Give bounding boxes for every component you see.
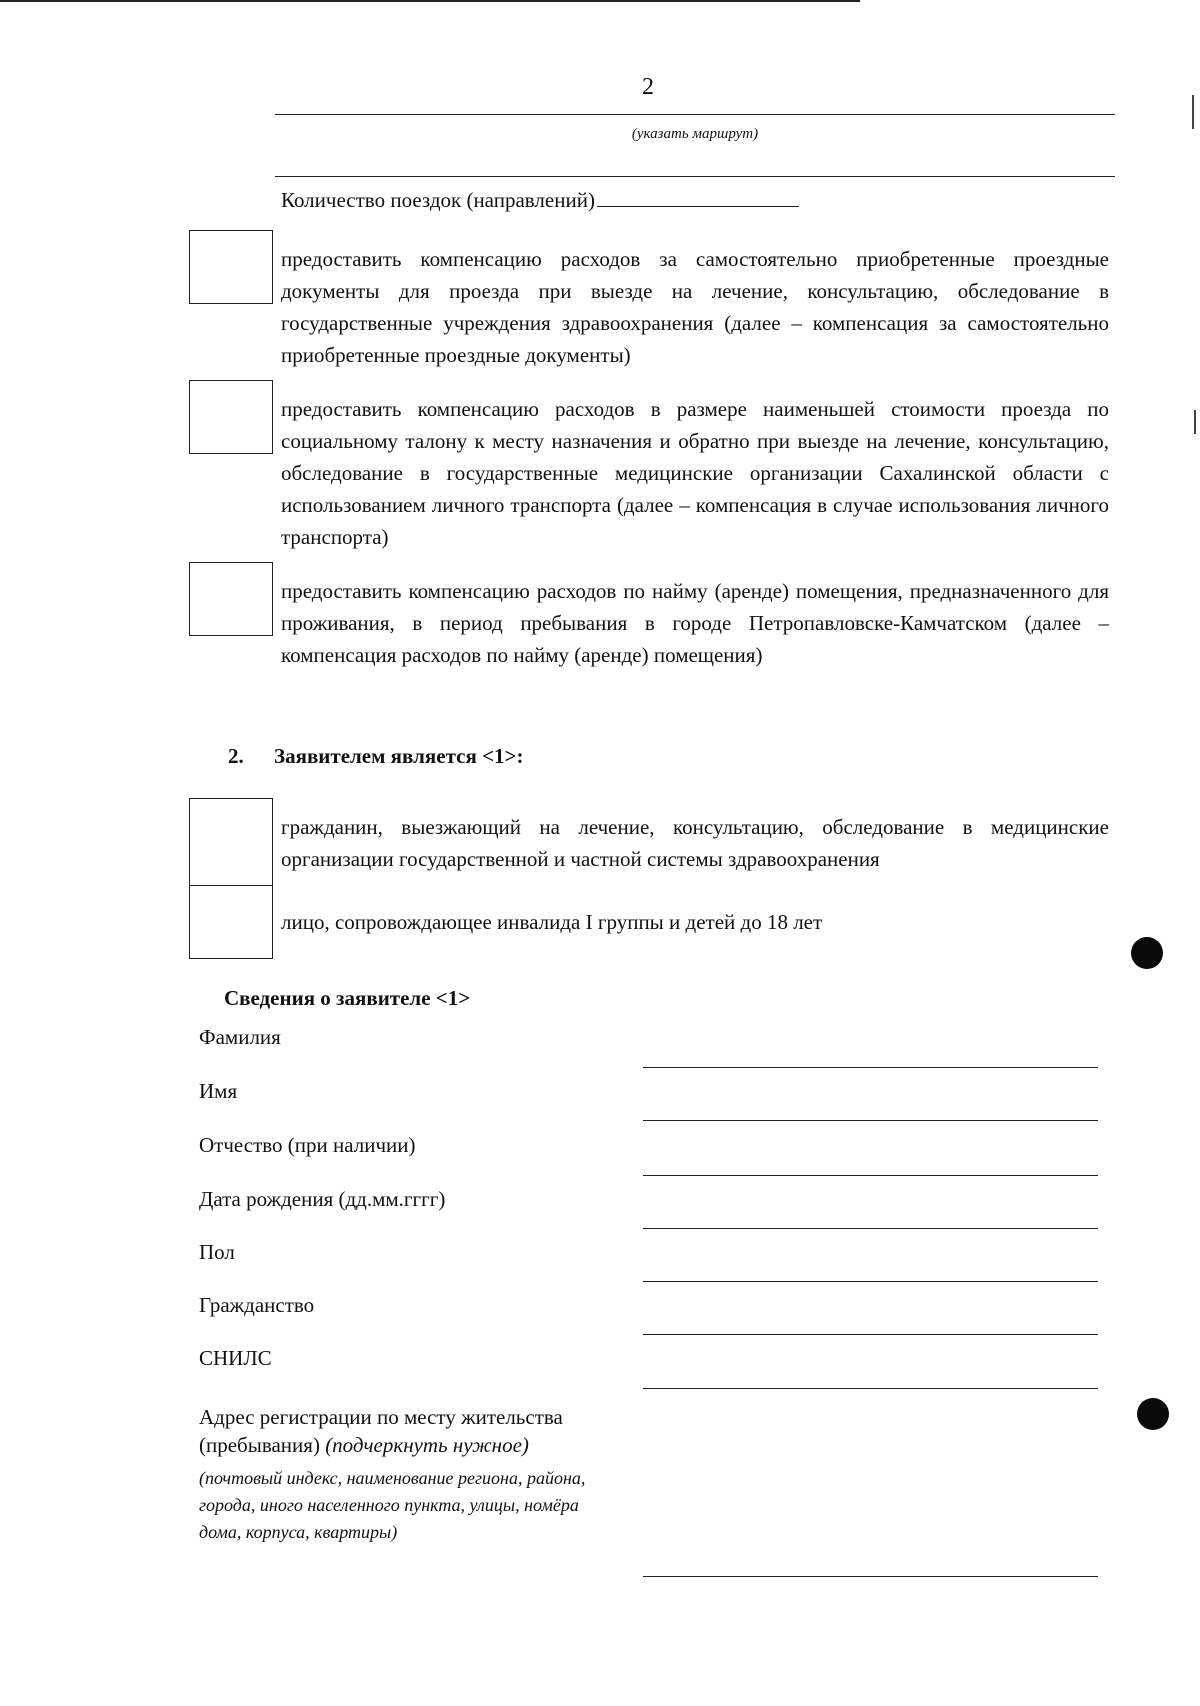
field-label-birth-date: Дата рождения (дд.мм.гггг) (199, 1187, 446, 1211)
section-2-number: 2. (228, 744, 244, 768)
trips-row (281, 188, 799, 213)
field-label-patronymic: Отчество (при наличии) (199, 1133, 416, 1157)
field-label-sex: Пол (199, 1240, 235, 1264)
address-label-note: (подчеркнуть нужное) (325, 1433, 529, 1457)
route-input-line-2[interactable] (275, 176, 1115, 177)
trips-input-line[interactable] (597, 188, 799, 207)
edge-mark-upper (1192, 95, 1194, 129)
name-input-line[interactable] (643, 1120, 1098, 1121)
page-number: 2 (642, 74, 654, 100)
route-input-line[interactable] (275, 114, 1115, 115)
edge-mark-middle (1194, 410, 1196, 434)
section-2-heading (228, 744, 524, 769)
route-caption: (указать маршрут) (631, 126, 759, 142)
option-compensation-rent: предоставить компенсацию расходов по найму (аренде) помещения, предназначенного для проживания, в период пребывания в городе Петропавловске-Камчатском (далее – компенсация расходов по найму (аренде) помещения) (281, 579, 1109, 667)
checkbox-compensation-rent[interactable] (189, 562, 273, 636)
checkbox-applicant-citizen[interactable] (189, 798, 273, 886)
option-compensation-tickets: предоставить компенсацию расходов за самостоятельно приобретенные проездные документы для проезда при выезде на лечение, консультацию, обследование в государственные учреждения здравоохранения (далее – компенсация за самостоятельно приобретенные проездные документы) (281, 247, 1109, 367)
field-label-snils: СНИЛС (199, 1346, 272, 1370)
punch-hole-upper (1131, 937, 1163, 969)
trips-label: Количество поездок (направлений) (281, 188, 595, 212)
birth-date-input-line[interactable] (643, 1228, 1098, 1229)
sex-input-line[interactable] (643, 1281, 1098, 1282)
checkbox-compensation-personal-transport[interactable] (189, 380, 273, 454)
address-label-second: (пребывания) (199, 1433, 320, 1457)
address-label-main: Адрес регистрации по месту жительства (199, 1405, 563, 1429)
page-top-border (0, 0, 860, 2)
section-2-title: Заявителем является <1>: (274, 744, 524, 768)
punch-hole-lower (1137, 1398, 1169, 1430)
citizenship-input-line[interactable] (643, 1334, 1098, 1335)
field-label-citizenship: Гражданство (199, 1293, 315, 1317)
checkbox-applicant-companion[interactable] (189, 885, 273, 959)
field-label-name: Имя (199, 1079, 238, 1103)
option-applicant-companion: лицо, сопровождающее инвалида I группы и детей до 18 лет (281, 910, 823, 934)
field-label-address (199, 1403, 619, 1459)
patronymic-input-line[interactable] (643, 1175, 1098, 1176)
checkbox-compensation-tickets[interactable] (189, 230, 273, 304)
field-label-surname: Фамилия (199, 1025, 281, 1049)
option-applicant-citizen: гражданин, выезжающий на лечение, консультацию, обследование в медицинские организации государственной и частной системы здравоохранения (281, 815, 1109, 871)
option-compensation-personal-transport: предоставить компенсацию расходов в размере наименьшей стоимости проезда по социальному талону к месту назначения и обратно при выезде на лечение, консультацию, обследование в государственные медицинские организации Сахалинской области с использованием личного транспорта (далее – компенсация в случае использования личного транспорта) (281, 397, 1109, 549)
address-label-line2 (199, 1431, 619, 1459)
snils-input-line[interactable] (643, 1388, 1098, 1389)
applicant-heading: Сведения о заявителе <1> (224, 986, 471, 1010)
surname-input-line[interactable] (643, 1067, 1098, 1068)
address-hint: (почтовый индекс, наименование региона, района, города, иного населенного пункта, улицы, номёра дома, корпуса, квартиры) (199, 1468, 586, 1542)
address-input-line[interactable] (643, 1576, 1098, 1577)
